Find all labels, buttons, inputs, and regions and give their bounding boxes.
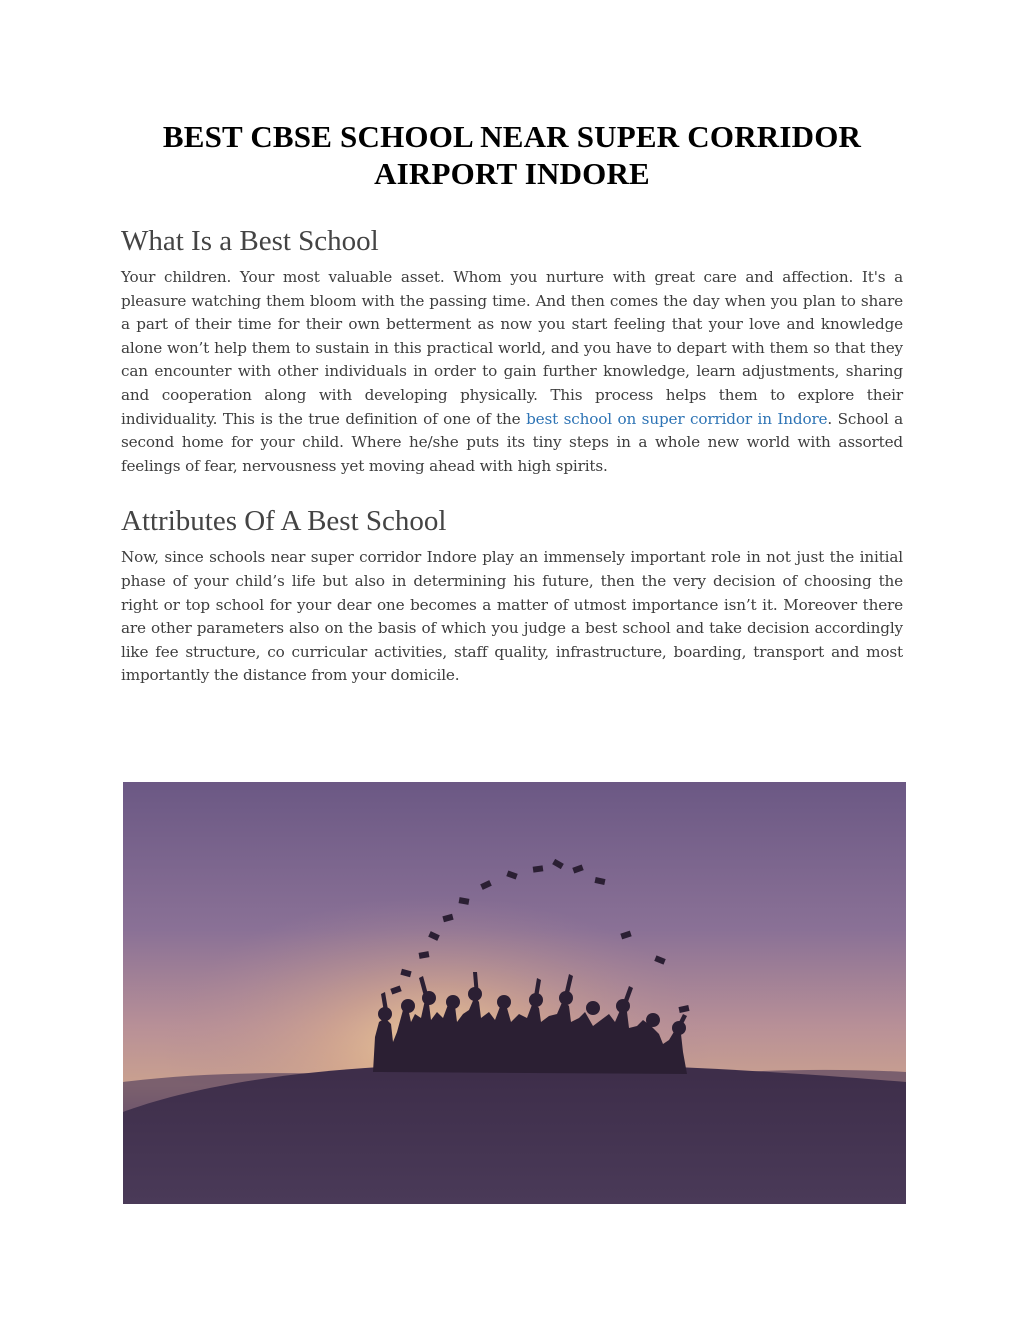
paragraph-text-before-link: Your children. Your most valuable asset. Whom you nurture with great care and affection. It's a pleasure watching them bloom with the passing time. And then comes the day when you plan to share a part of their time for their own betterment as now you start feeling that your love and knowledge alone won’t help them to sustain in this practical world, and you have to depart with them so that they can encounter with other individuals in order to gain further knowledge, learn adjustments, sharing and cooperation along with developing physically. This process helps them to explore their individuality. This is the true definition of one of the xyxy=(121,268,903,428)
section-paragraph-what-is xyxy=(121,266,903,478)
section-heading-what-is: What Is a Best School xyxy=(121,225,379,257)
section-heading-attributes: Attributes Of A Best School xyxy=(121,505,447,538)
best-school-link[interactable]: best school on super corridor in Indore xyxy=(526,409,828,428)
section-paragraph-attributes: Now, since schools near super corridor Indore play an immensely important role in not just the initial phase of your child’s life but also in determining his future, then the very decision of choosing the right or top school for your dear one becomes a matter of utmost importance isn’t it. Moreover there are other parameters also on the basis of which you judge a best school and take decision accordingly like fee structure, co curricular activities, staff quality, infrastructure, boarding, transport and most importantly the distance from your domicile. xyxy=(121,548,903,685)
graduation-silhouette-image xyxy=(123,782,906,1204)
document-page xyxy=(121,118,903,688)
graduation-photo xyxy=(123,782,906,1204)
page-title: BEST CBSE SCHOOL NEAR SUPER CORRIDOR AIRPORT INDORE xyxy=(162,119,862,191)
paragraph-text-after-link: . School a second home for your child. Where he/she puts its tiny steps in a whole new world with assorted feelings of fear, nervousness yet moving ahead with high spirits. xyxy=(121,409,903,475)
